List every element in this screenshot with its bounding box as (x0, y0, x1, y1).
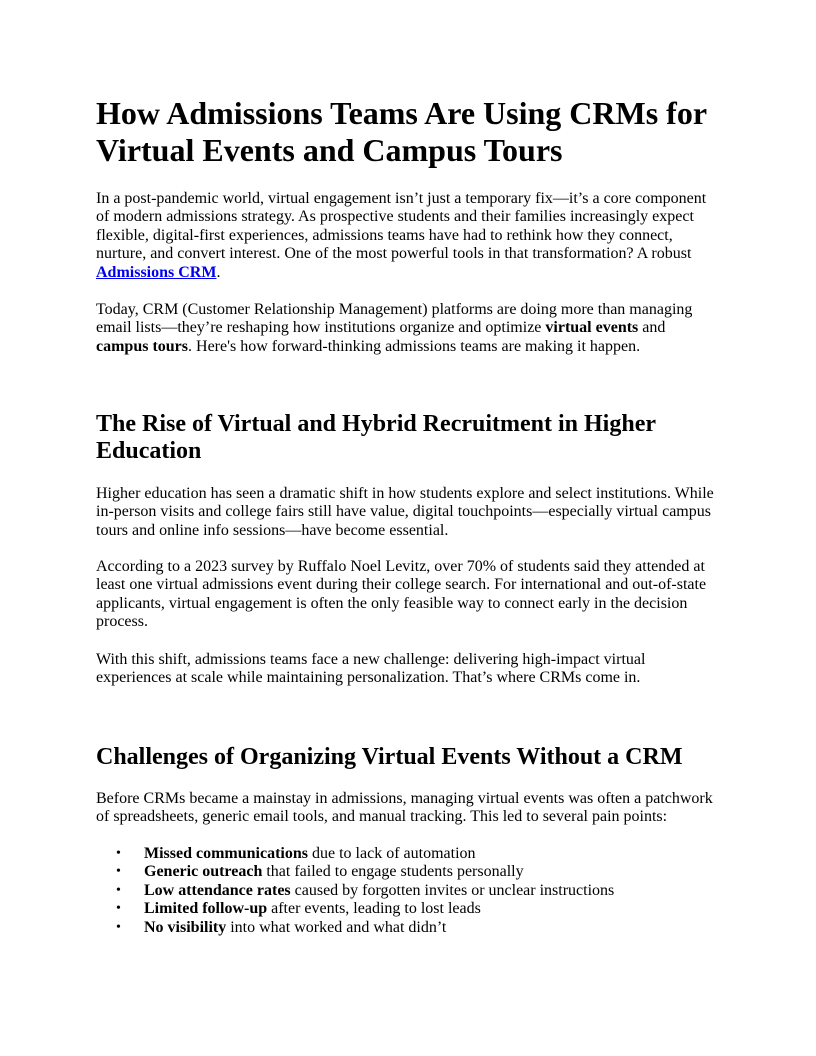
intro-link-period: . (216, 263, 221, 281)
intro-paragraph (96, 190, 720, 282)
list-item (96, 900, 720, 918)
section-heading-challenges: Challenges of Organizing Virtual Events Without a CRM (96, 744, 683, 770)
rise-paragraph-1: Higher education has seen a dramatic shift in how students explore and select institutions. While in-person visits and college fairs still have value, digital touchpoints—especially virtual campus tours and online info sessions—have become essential. (96, 485, 714, 539)
virtual-events-bold: virtual events (545, 319, 639, 337)
list-item (96, 919, 720, 937)
list-item-bold: Limited follow-up (144, 900, 268, 918)
list-item-text: due to lack of automation (308, 845, 476, 862)
bullet-icon: • (116, 846, 121, 861)
list-item-bold: Missed communications (144, 845, 308, 862)
intro-text: In a post-pandemic world, virtual engagement isn’t just a temporary fix—it’s a core component of modern admissions strategy. As prospective students and their families increasingly expect flexible, digital-first experiences, admissions teams have had to rethink how they connect, nurture, and convert interest. One of the most powerful tools in that transformation? A robust (96, 190, 707, 263)
rise-paragraph-3: With this shift, admissions teams face a new challenge: delivering high-impact virtual experiences at scale while maintaining personalization. That’s where CRMs come in. (96, 651, 646, 687)
list-item-text: into what worked and what didn’t (226, 918, 447, 936)
campus-tours-bold: campus tours (96, 337, 189, 355)
list-item (96, 882, 720, 900)
list-item-text: after events, leading to lost leads (267, 900, 481, 918)
bullet-icon: • (116, 864, 121, 880)
list-item-bold: Low attendance rates (144, 881, 291, 899)
list-item (96, 845, 720, 863)
today-text-1: Today, CRM (Customer Relationship Management) platforms are doing more than managing email lists—they’re reshaping how institutions organize and optimize (96, 301, 693, 337)
challenges-paragraph: Before CRMs became a mainstay in admissions, managing virtual events was often a patchwork of spreadsheets, generic email tools, and manual tracking. This led to several pain points: (96, 790, 713, 826)
pain-points-list (96, 845, 720, 937)
list-item (96, 863, 720, 881)
bullet-icon: • (116, 919, 121, 935)
today-text-2: and (638, 319, 666, 337)
bullet-icon: • (116, 882, 121, 898)
list-item-text: that failed to engage students personally (262, 863, 524, 881)
bullet-icon: • (116, 901, 121, 917)
page-title: How Admissions Teams Are Using CRMs for Virtual Events and Campus Tours (96, 95, 707, 168)
today-text-3: . Here's how forward-thinking admissions teams are making it happen. (188, 337, 641, 355)
list-item-bold: Generic outreach (144, 863, 263, 881)
list-item-bold: No visibility (144, 918, 227, 936)
section-heading-rise: The Rise of Virtual and Hybrid Recruitment in Higher Education (96, 411, 656, 464)
rise-paragraph-2: According to a 2023 survey by Ruffalo Noel Levitz, over 70% of students said they attended at least one virtual admissions event during their college search. For international and out-of-state applicants, virtual engagement is often the only feasible way to connect early in the decision process. (96, 558, 707, 631)
admissions-crm-link[interactable]: Admissions CRM (96, 263, 217, 281)
today-paragraph (96, 301, 720, 356)
list-item-text: caused by forgotten invites or unclear instructions (290, 881, 615, 899)
